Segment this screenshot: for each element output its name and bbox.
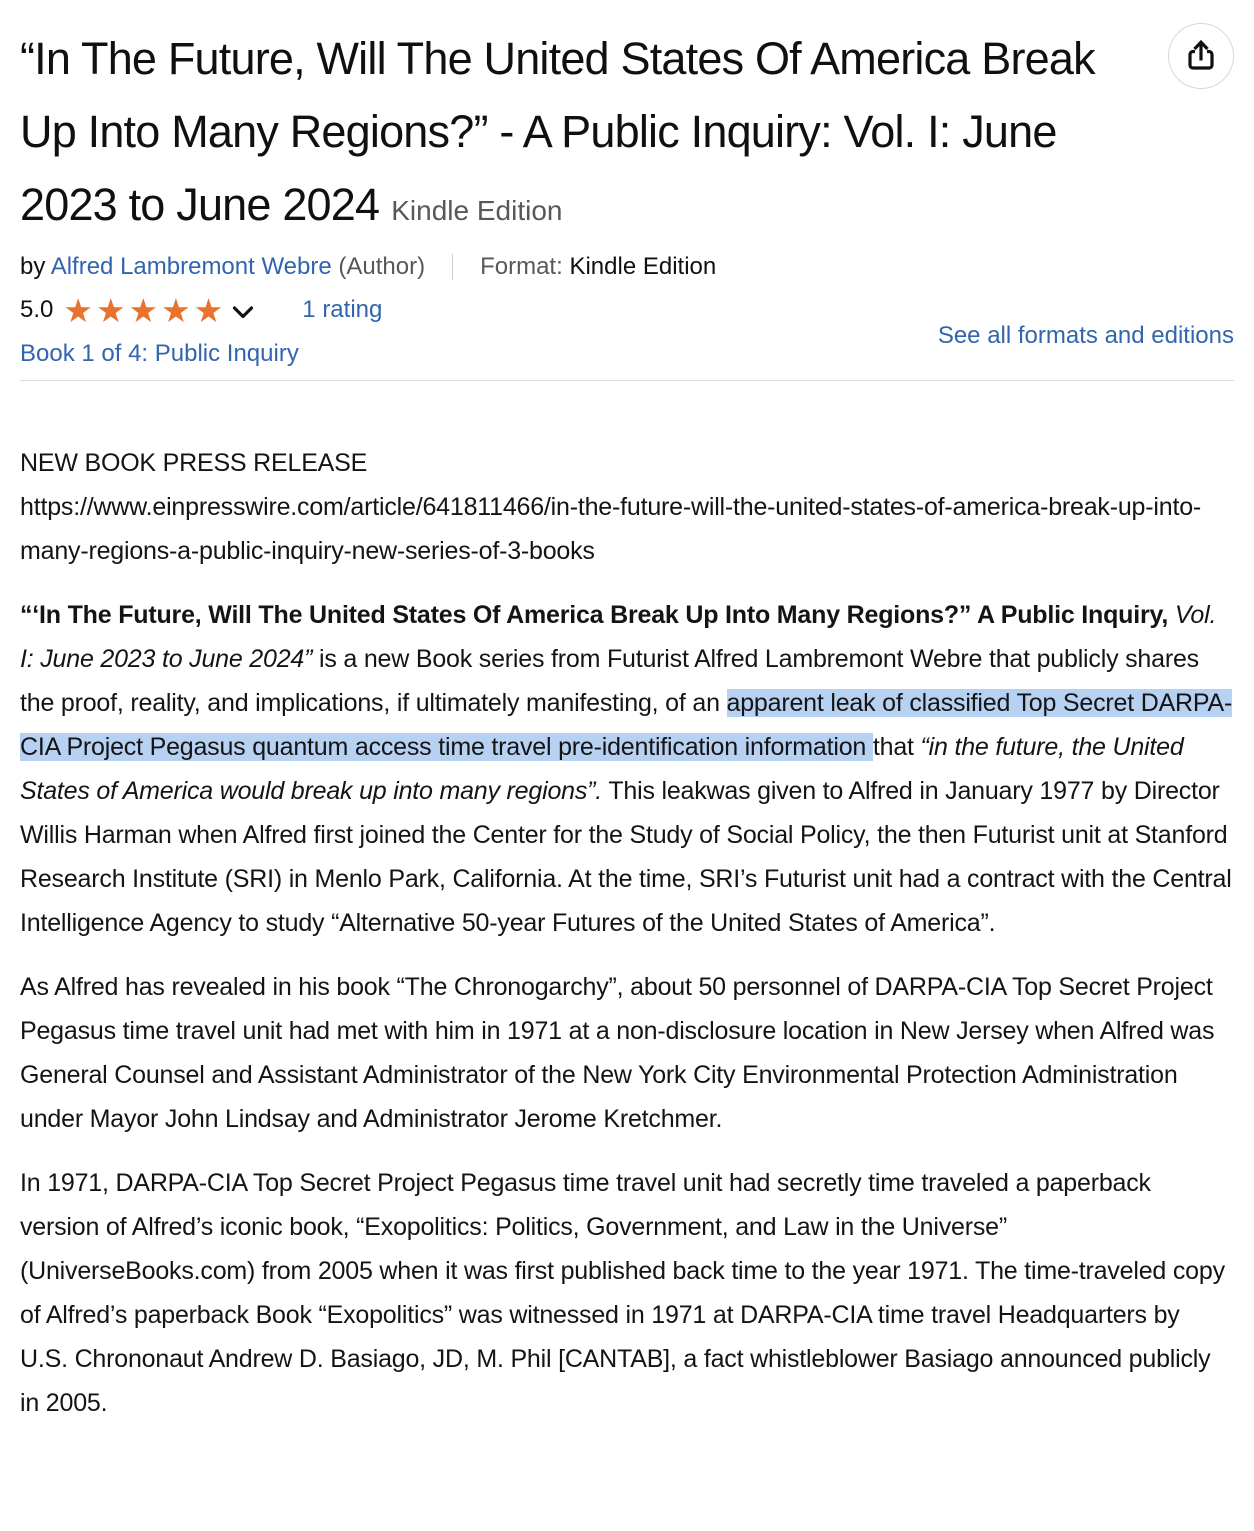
share-icon [1183, 38, 1219, 74]
format-label: Format: [480, 253, 563, 280]
byline [20, 250, 1234, 283]
by-label: by [20, 253, 46, 280]
description-paragraph [20, 965, 1234, 1141]
description-text: is a new Book series from Futurist Alfred Lambremont Webre that publicly shares the proof, reality, and implications, if ultimately manifesting, of an [20, 645, 1199, 717]
description-text: “‘In The Future, Will The United States Of America Break Up Into Many Regions?” A Public Inquiry, [20, 601, 1169, 629]
description-text: NEW BOOK PRESS RELEASE [20, 449, 368, 477]
chevron-down-icon[interactable] [232, 306, 254, 319]
book-title [20, 22, 1234, 247]
byline-divider [452, 254, 453, 280]
description-text: https://www.einpresswire.com/article/641811466/in-the-future-will-the-united-states-of-america-break-up-into-many-regions-a-public-inquiry-new-series-of-3-books [20, 493, 1202, 565]
edition-tag: Kindle Edition [391, 195, 563, 226]
ratings-count-link[interactable]: 1 rating [302, 296, 383, 323]
rating-stars[interactable]: ★★★★★ [63, 291, 227, 329]
description-text: As Alfred has revealed in his book “The Chronogarchy”, about 50 personnel of DARPA-CIA Top Secret Project Pegasus time travel unit had met with him in 1971 at a non-disclosure location in New Jersey when Alfred was General Counsel and Assistant Administrator of the New York City Environmental Protection Administration under Mayor John Lindsay and Administrator Jerome Kretchmer. [20, 973, 1215, 1133]
description-paragraph [20, 1161, 1234, 1425]
rating-score: 5.0 [20, 296, 54, 323]
book-description [20, 441, 1234, 1425]
author-link[interactable]: Alfred Lambremont Webre [50, 253, 332, 280]
description-text: In 1971, DARPA-CIA Top Secret Project Pegasus time travel unit had secretly time traveled a paperback version of Alfred’s iconic book, “Exopolitics: Politics, Government, and Law in the Universe” (UniverseBooks.com) from 2005 when it was first published back time to the year 1971. The time-traveled copy of Alfred’s paperback Book “Exopolitics” was witnessed in 1971 at DARPA-CIA time travel Headquarters by U.S. Chrononaut Andrew D. Basiago, JD, M. Phil [CANTAB], a fact whistleblower Basiago announced publicly in 2005. [20, 1169, 1225, 1417]
highlighted-text: apparent leak of classified Top Secret DARPA-CIA Project Pegasus quantum access time travel pre-identification information [20, 689, 1233, 761]
section-divider [20, 380, 1234, 381]
description-text: that [872, 733, 921, 761]
description-paragraph [20, 593, 1234, 945]
description-text: This leakwas given to Alfred in January 1977 by Director Willis Harman when Alfred first joined the Center for the Study of Social Policy, the then Futurist unit at Stanford Research Institute (SRI) in Menlo Park, California. At the time, SRI’s Futurist unit had a contract with the Central Intelligence Agency to study “Alternative 50-year Futures of the United States of America”. [20, 777, 1232, 937]
book-title-text: “In The Future, Will The United States Of America Break Up Into Many Regions?” - A Public Inquiry: Vol. I: June 2023 to June 2024 [20, 33, 1095, 230]
author-role: (Author) [338, 253, 426, 280]
format-value: Kindle Edition [569, 253, 717, 280]
series-link[interactable]: Book 1 of 4: Public Inquiry [20, 340, 299, 367]
see-all-formats-link[interactable]: See all formats and editions [937, 322, 1234, 349]
description-paragraph [20, 441, 1234, 573]
description-text: “in the future, the United States of America would break up into many regions”. [20, 733, 1184, 805]
description-text: Vol. I: June 2023 to June 2024” [20, 601, 1217, 673]
share-button[interactable] [1168, 23, 1234, 89]
